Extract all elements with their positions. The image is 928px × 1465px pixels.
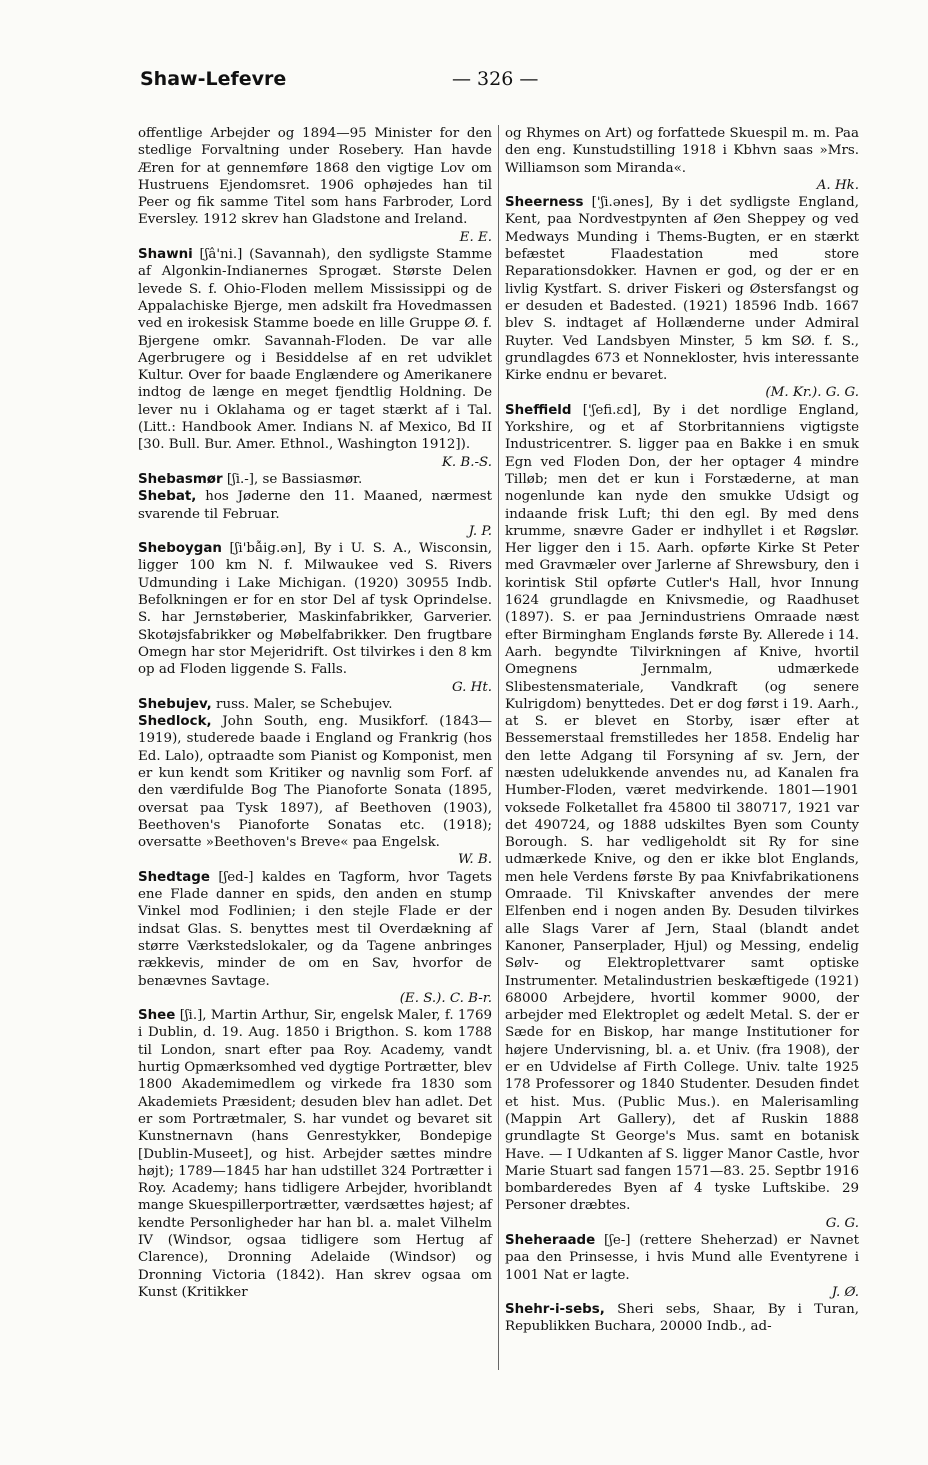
- entry-text: russ. Maler, se Schebujev.: [216, 696, 393, 712]
- entry-text: ['ʃi.ənes], By i det sydligste England, Kent, paa Nordvestpynten af Øen Sheppey og ved Medways Munding i Thems-Bugten, er en stærkt befæstet Flaadestation med store Reparationsdokker. Havnen er god, og der er en livlig Kystfart. S. driver Fiskeri og Østersfangst og er desuden et Badested. (1921) 18596 Indb. 1667 blev S. indtaget af Hollænderne under Admiral Ruyter. Ved Landsbyen Minster, 5 km SØ. f. S., grundlagdes 673 et Nonnekloster, hvis interessante Kirke endnu er bevaret.: [505, 195, 859, 384]
- entry-headword: Shedlock,: [138, 714, 212, 730]
- dictionary-entry: [138, 246, 492, 471]
- entry-headword: Shebasmør: [138, 471, 223, 487]
- entry-headword: Shedtage: [138, 869, 210, 885]
- entry-text: [ʃed-] kaldes en Tagform, hvor Tagets ene Flade danner en spids, den anden en stump Vinkel mod Fodlinien; i den stejle Flade er der indsat Glas. S. benyttes mest til Overdækning af større Værkstedslokaler, og da Tagene anbringes rækkevis, minder de om en Sav, hvorfor de benævnes Savtage.: [138, 869, 493, 989]
- entry-headword: Shawni: [138, 247, 193, 263]
- entry-signature: (M. Kr.). G. G.: [765, 385, 859, 401]
- entry-headword: Shee: [138, 1008, 176, 1024]
- entry-signature: G. Ht.: [451, 679, 492, 695]
- entry-signature: K. B.-S.: [441, 454, 492, 470]
- entry-text: [ʃâ'ni.] (Savannah), den sydligste Stamme af Algonkin-Indianernes Sprogæt. Største Delen levede S. f. Ohio-Floden mellem Mississippi og de Appalachiske Bjerge, men adskilt fra Hovedmassen ved en irokesisk Stamme boede en lille Gruppe Ø. f. Bjergene omkr. Savannah-Floden. De var alle Agerbrugere og i Besiddelse af en ret udviklet Kultur. Over for baade Englændere og Amerikanere indtog de længe en meget fjendtlig Holdning. De lever nu i Oklahama og er taget stærkt af i Tal. (Litt.: Handbook Amer. Indians N. af Mexico, Bd II [30. Bull. Bur. Amer. Ethnol., Washington 1912]).: [138, 247, 492, 453]
- dictionary-entry: [138, 713, 492, 869]
- dictionary-entry: [138, 1007, 492, 1301]
- entry-signature: W. B.: [457, 852, 492, 868]
- entry-signature: G. G.: [825, 1215, 859, 1231]
- entry-text: [ʃi.-], se Bassiasmør.: [226, 471, 363, 487]
- dictionary-entry: [505, 1301, 859, 1336]
- entry-headword: Shebat,: [138, 489, 197, 505]
- entry-signature: E. E.: [459, 229, 492, 245]
- entry-text: ['ʃefi.ɛd], By i det nordlige England, Yorkshire, og et af Storbritanniens vigtigste Industricentrer. S. ligger paa en Bakke i en smuk Egn ved Floden Don, der her optager 4 mindre Tilløb; men det er kun i Forstæderne, at man nogenlunde kan nyde den smukke Udsigt og indaande frisk Luft; thi den egl. By med dens krumme, snævre Gader er indhyllet i et Røgslør. Her ligger den i 15. Aarh. opførte Kirke St Peter med Gravmæler over Jarlerne af Shrewsbury, den i korintisk Stil opførte Cutler's Hall, hvor Innung 1624 grundlagde en Knivsmedie, og Raadhuset (1897). S. er paa Jernindustriens Omraade næst efter Birmingham Englands første By. Allerede i 14. Aarh. begyndte Tilvirkningen af Knive, hvortil Omegnens Jernmalm, udmærkede Slibestensmateriale, Vandkraft (og senere Kulrigdom) benyttedes. Det er dog først i 19. Aarh., at S. er blevet en Storby, især efter at Bessemerstaal fremstilledes her 1858. Endelig har den lette Adgang til Forsyning af sv. Jern, der næsten udelukkende anvendes nu, ad Kanalen fra Humber-Floden, været medvirkende. 1801—1901 voksede Folketallet fra 45800 til 380717, 1921 var det 490724, og 1888 udskiltes Byen som County Borough. S. har vedligeholdt sit Ry for sine udmærkede Knive, og den er ikke blot Englands, men hele Verdens første By paa Knivfabrikationens Omraade. Til Knivskafter anvendes der mere Elfenben end i nogen anden By. Desuden tilvirkes alle Slags Varer af Jern, Staal (blandt andet Kanoner, Panserplader, Hjul) og Messing, endelig Sølv- og Elektroplettvarer samt optiske Instrumenter. Metalindustrien beskæftigede (1921) 68000 Arbejdere, hvortil kommer 9000, der arbejder med Elektroplet og ædelt Metal. S. der er Sæde for en Biskop, har mange Institutioner for højere Undervisning, bl. a. et Univ. (fra 1908), der er en Udvidelse af Firth College. Univ. talte 1925 178 Professorer og 1840 Studenter. Desuden findet et hist. Mus. (Public Mus.). en Malerisamling (Mappin Art Gallery), det af Ruskin 1888 grundlagte St George's Mus. samt en botanisk Have. — I Udkanten af S. ligger Manor Castle, hvor Marie Stuart sad fangen 1571—83. 25. Septbr 1916 bombarderedes Byen af 4 tyske Luftskibe. 29 Personer dræbtes.: [505, 402, 859, 1214]
- dictionary-entry: [138, 471, 492, 488]
- dictionary-entry: [138, 540, 492, 696]
- dictionary-entry: [138, 125, 492, 246]
- page-number: — 326 —: [452, 68, 539, 90]
- left-column: [138, 125, 492, 1301]
- entry-signature: A. Hk.: [816, 177, 859, 193]
- entry-headword: Sheffield: [505, 402, 572, 418]
- entry-headword: Shehr-i-sebs,: [505, 1302, 605, 1318]
- entry-signature: J. P.: [468, 523, 492, 539]
- dictionary-entry: [505, 1232, 859, 1301]
- column-divider: [498, 125, 499, 1370]
- entry-text: Sheri sebs, Shaar, By i Turan, Republikken Buchara, 20000 Indb., ad-: [505, 1302, 859, 1335]
- dictionary-entry: [505, 194, 859, 402]
- entry-signature: J. Ø.: [831, 1284, 859, 1300]
- running-head: Shaw-Lefevre: [140, 68, 287, 90]
- dictionary-entry: [138, 488, 492, 540]
- entry-headword: Sheboygan: [138, 541, 222, 557]
- entry-headword: Shebujev,: [138, 696, 212, 712]
- dictionary-entry: [138, 869, 492, 1007]
- dictionary-entry: [505, 402, 859, 1232]
- entry-text: [ʃi'bẫig.ən], By i U. S. A., Wisconsin, ligger 100 km N. f. Milwaukee ved S. Rivers Udmunding i Lake Michigan. (1920) 30955 Indb. Befolkningen er for en stor Del af tysk Oprindelse. S. har Jernstøberier, Maskinfabrikker, Garverier. Skotøjsfabrikker og Møbelfabrikker. Den frugtbare Omegn har stor Mejeridrift. Ost tilvirkes i den 8 km op ad Floden liggende S. Falls.: [138, 541, 492, 678]
- entry-text: offentlige Arbejder og 1894—95 Minister for den stedlige Forvaltning under Rosebery. Han havde Æren for at gennemføre 1868 den vigtige Lov om Hustruens Ejendomsret. 1906 ophøjedes han til Peer og fik samme Titel som hans Farbroder, Lord Eversley. 1912 skrev han Gladstone and Ireland.: [138, 126, 492, 228]
- entry-text: John South, eng. Musikforf. (1843—1919), studerede baade i England og Frankrig (hos Ed. Lalo), optraadte som Pianist og Komponist, men er kun kendt som Kritiker og navnlig som Forf. af den værdifulde Bog The Pianoforte Sonata (1895, oversat paa Tysk 1897), af Beethoven (1903), Beethoven's Pianoforte Sonatas etc. (1918); oversatte »Beethoven's Breve« paa Engelsk.: [138, 714, 492, 851]
- right-column: [505, 125, 859, 1336]
- entry-headword: Sheheraade: [505, 1233, 596, 1248]
- dictionary-entry: [138, 696, 492, 713]
- entry-headword: Sheerness: [505, 195, 584, 211]
- entry-signature: (E. S.). C. B-r.: [399, 990, 492, 1006]
- entry-text: og Rhymes on Art) og forfattede Skuespil m. m. Paa den eng. Kunstudstilling 1918 i Kbhvn saas »Mrs. Williamson som Miranda«.: [505, 126, 859, 176]
- page-header: [140, 68, 836, 98]
- dictionary-entry: [505, 125, 859, 194]
- entry-text: [ʃe-] (rettere Sheherzad) er Navnet paa den Prinsesse, i hvis Mund alle Eventyrene i 1001 Nat er lagte.: [505, 1233, 859, 1283]
- entry-text: hos Jøderne den 11. Maaned, nærmest svarende til Februar.: [138, 489, 492, 522]
- entry-text: [ʃi.], Martin Arthur, Sir, engelsk Maler, f. 1769 i Dublin, d. 19. Aug. 1850 i Brigthon. S. kom 1788 til London, snart efter paa Roy. Academy, vandt hurtig Opmærksomhed ved dygtige Portrætter, blev 1800 Akademimedlem og virkede fra 1830 som Akademiets Præsident; desuden blev han adlet. Det er som Portrætmaler, S. har vundet og bevaret sit Kunstnernavn (hans Genrestykker, Bondepige [Dublin-Museet], og hist. Arbejder sættes mindre højt); 1789—1845 har han udstillet 324 Portrætter i Roy. Academy; hans tidligere Arbejder, hvoriblandt mange Skuespillerportrætter, værdsættes højest; af kendte Personligheder har han bl. a. malet Vilhelm IV (Windsor, ogsaa tidligere som Hertug af Clarence), Dronning Adelaide (Windsor) og Dronning Victoria (1842). Han skrev ogsaa om Kunst (Kritikker: [138, 1008, 492, 1300]
